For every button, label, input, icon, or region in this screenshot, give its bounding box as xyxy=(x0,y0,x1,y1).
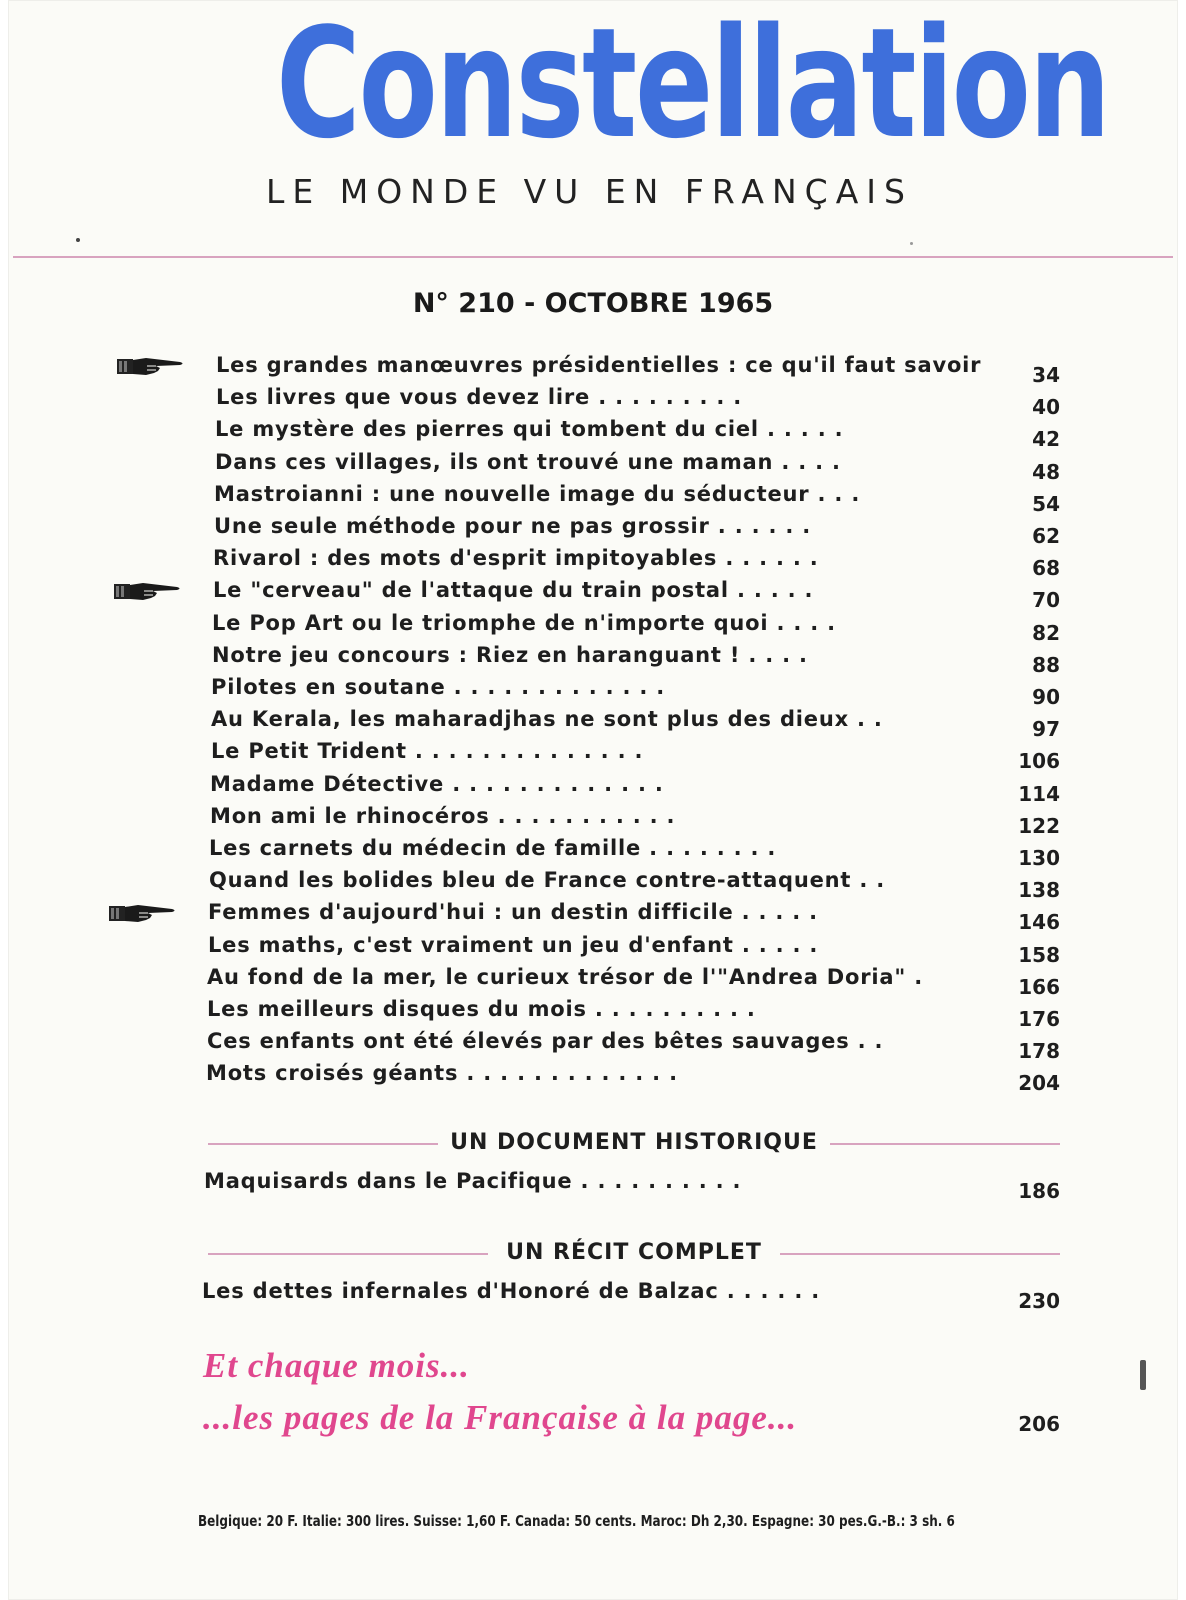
toc-entry-title: Maquisards dans le Pacifique . . . . . . . . . . xyxy=(204,1169,742,1193)
toc-entry-page: 106 xyxy=(1018,749,1060,774)
issue-heading: N° 210 - OCTOBRE 1965 xyxy=(412,288,774,319)
toc-entry-page: 90 xyxy=(1032,685,1060,709)
toc-entry[interactable] xyxy=(8,801,1178,838)
section-heading: UN RÉCIT COMPLET xyxy=(500,1240,768,1265)
toc-entry-title: Les maths, c'est vraiment un jeu d'enfant . . . . . xyxy=(208,932,819,957)
toc-entry-title: Au Kerala, les maharadjhas ne sont plus des dieux . . xyxy=(211,707,883,732)
section-heading: UN DOCUMENT HISTORIQUE xyxy=(444,1130,824,1155)
toc-entry-page: 176 xyxy=(1018,1007,1060,1031)
pointing-hand-icon xyxy=(108,901,178,925)
toc-entry[interactable] xyxy=(8,640,1178,677)
toc-entry[interactable] xyxy=(8,704,1178,742)
toc-entry[interactable] xyxy=(8,1026,1178,1064)
toc-entry[interactable] xyxy=(8,414,1178,452)
toc-entry[interactable] xyxy=(8,1166,1178,1203)
toc-entry-page: 48 xyxy=(1032,459,1060,484)
toc-entry-title: Quand les bolides bleu de France contre-attaquent . . xyxy=(209,868,886,893)
toc-entry[interactable] xyxy=(8,994,1178,1031)
toc-entry-title: Notre jeu concours : Riez en haranguant ! . . . . xyxy=(212,642,808,667)
toc-entry[interactable] xyxy=(8,479,1178,516)
toc-entry-title: Les livres que vous devez lire . . . . . . . . . xyxy=(216,385,743,410)
toc-entry-page: 186 xyxy=(1018,1179,1060,1203)
toc-entry-page: 88 xyxy=(1032,652,1060,677)
toc-entry-title: Mots croisés géants . . . . . . . . . . . . . xyxy=(206,1061,678,1086)
toc-entry-title: Le Pop Art ou le triomphe de n'importe quoi . . . . xyxy=(212,610,836,635)
toc-entry[interactable] xyxy=(8,608,1178,645)
divider xyxy=(13,256,1173,258)
toc-entry-title: Rivarol : des mots d'esprit impitoyables . . . . . . xyxy=(213,546,819,571)
toc-entry-page: 70 xyxy=(1032,588,1060,613)
toc-entry[interactable] xyxy=(8,833,1178,870)
toc-entry[interactable] xyxy=(8,1276,1178,1313)
toc-entry-title: Madame Détective . . . . . . . . . . . . . xyxy=(210,771,664,796)
toc-entry[interactable] xyxy=(8,1058,1178,1096)
toc-entry-title: Les carnets du médecin de famille . . . . . . . . xyxy=(209,836,777,860)
masthead-title: Constellation xyxy=(276,0,1109,172)
toc-entry-page: 178 xyxy=(1018,1039,1060,1064)
toc-entry-page: 82 xyxy=(1032,620,1060,645)
price-list: Belgique: 20 F. Italie: 300 lires. Suisse: 1,60 F. Canada: 50 cents. Maroc: Dh 2,30. Espagne: 30 pes.G.-B.: 3 sh. 6 xyxy=(198,1512,955,1530)
toc-entry-page: 40 xyxy=(1032,395,1060,420)
masthead-subtitle: LE MONDE VU EN FRANÇAIS xyxy=(266,172,913,211)
toc-entry-page: 114 xyxy=(1018,781,1060,806)
toc-entry-page: 122 xyxy=(1018,813,1060,838)
toc-entry-title: Les meilleurs disques du mois . . . . . . . . . . xyxy=(207,997,756,1021)
monthly-line-2: ...les pages de la Française à la page... xyxy=(203,1398,798,1437)
section-heading-row xyxy=(208,1236,1060,1270)
pointing-hand-icon xyxy=(113,579,183,603)
toc-entry-page: 34 xyxy=(1032,363,1060,387)
magazine-page xyxy=(8,0,1178,1600)
toc-entry[interactable] xyxy=(8,736,1178,774)
toc-entry-title: Pilotes en soutane . . . . . . . . . . . . . xyxy=(211,675,666,699)
toc-entry-page: 166 xyxy=(1018,974,1060,999)
paper-speck xyxy=(76,238,80,242)
toc-entry-page: 230 xyxy=(1018,1289,1060,1313)
toc-entry-title: Mon ami le rhinocéros . . . . . . . . . . . xyxy=(210,803,676,828)
toc-entry-title: Au fond de la mer, le curieux trésor de l'"Andrea Doria" . xyxy=(207,964,923,989)
toc-entry-title: Les grandes manœuvres présidentielles : ce qu'il faut savoir xyxy=(216,353,982,377)
toc-entry-title: Femmes d'aujourd'hui : un destin difficile . . . . . xyxy=(208,900,818,925)
toc-entry-title: Les dettes infernales d'Honoré de Balzac . . . . . . xyxy=(202,1279,820,1303)
toc-entry-page: 42 xyxy=(1032,427,1060,452)
toc-entry-page: 68 xyxy=(1032,556,1060,581)
toc-entry[interactable] xyxy=(8,672,1178,709)
toc-entry[interactable] xyxy=(8,930,1178,967)
toc-entry-page: 54 xyxy=(1032,491,1060,516)
monthly-page-number: 206 xyxy=(1018,1412,1060,1436)
toc-entry[interactable] xyxy=(8,543,1178,581)
section-heading-row xyxy=(208,1126,1060,1160)
toc-entry[interactable] xyxy=(8,897,1178,935)
toc-entry-page: 146 xyxy=(1018,910,1060,935)
monthly-line-1: Et chaque mois... xyxy=(203,1346,470,1385)
paper-speck xyxy=(910,242,913,245)
toc-entry[interactable] xyxy=(8,769,1178,806)
edge-mark xyxy=(1140,1360,1146,1390)
pointing-hand-icon xyxy=(116,354,186,378)
toc-entry[interactable] xyxy=(8,575,1178,613)
toc-entry[interactable] xyxy=(8,962,1178,999)
toc-entry-title: Mastroianni : une nouvelle image du séducteur . . . xyxy=(214,481,861,506)
toc-entry[interactable] xyxy=(8,865,1178,903)
toc-entry-title: Le mystère des pierres qui tombent du ciel . . . . . xyxy=(215,417,844,442)
toc-entry[interactable] xyxy=(8,511,1178,548)
toc-entry-page: 158 xyxy=(1018,942,1060,967)
toc-entry[interactable] xyxy=(8,350,1178,387)
toc-entry-page: 204 xyxy=(1018,1071,1060,1096)
toc-entry-page: 130 xyxy=(1018,846,1060,870)
toc-entry-title: Ces enfants ont été élevés par des bêtes sauvages . . xyxy=(207,1029,884,1054)
toc-entry[interactable] xyxy=(8,382,1178,420)
toc-entry[interactable] xyxy=(8,447,1178,484)
toc-entry-page: 62 xyxy=(1032,524,1060,548)
toc-entry-title: Le Petit Trident . . . . . . . . . . . . . . xyxy=(211,739,644,764)
toc-entry-page: 97 xyxy=(1032,717,1060,742)
toc-entry-title: Le "cerveau" de l'attaque du train postal . . . . . xyxy=(213,578,814,603)
toc-entry-page: 138 xyxy=(1018,878,1060,903)
toc-entry-title: Une seule méthode pour ne pas grossir . . . . . . xyxy=(214,514,812,538)
toc-entry-title: Dans ces villages, ils ont trouvé une maman . . . . xyxy=(215,449,841,474)
